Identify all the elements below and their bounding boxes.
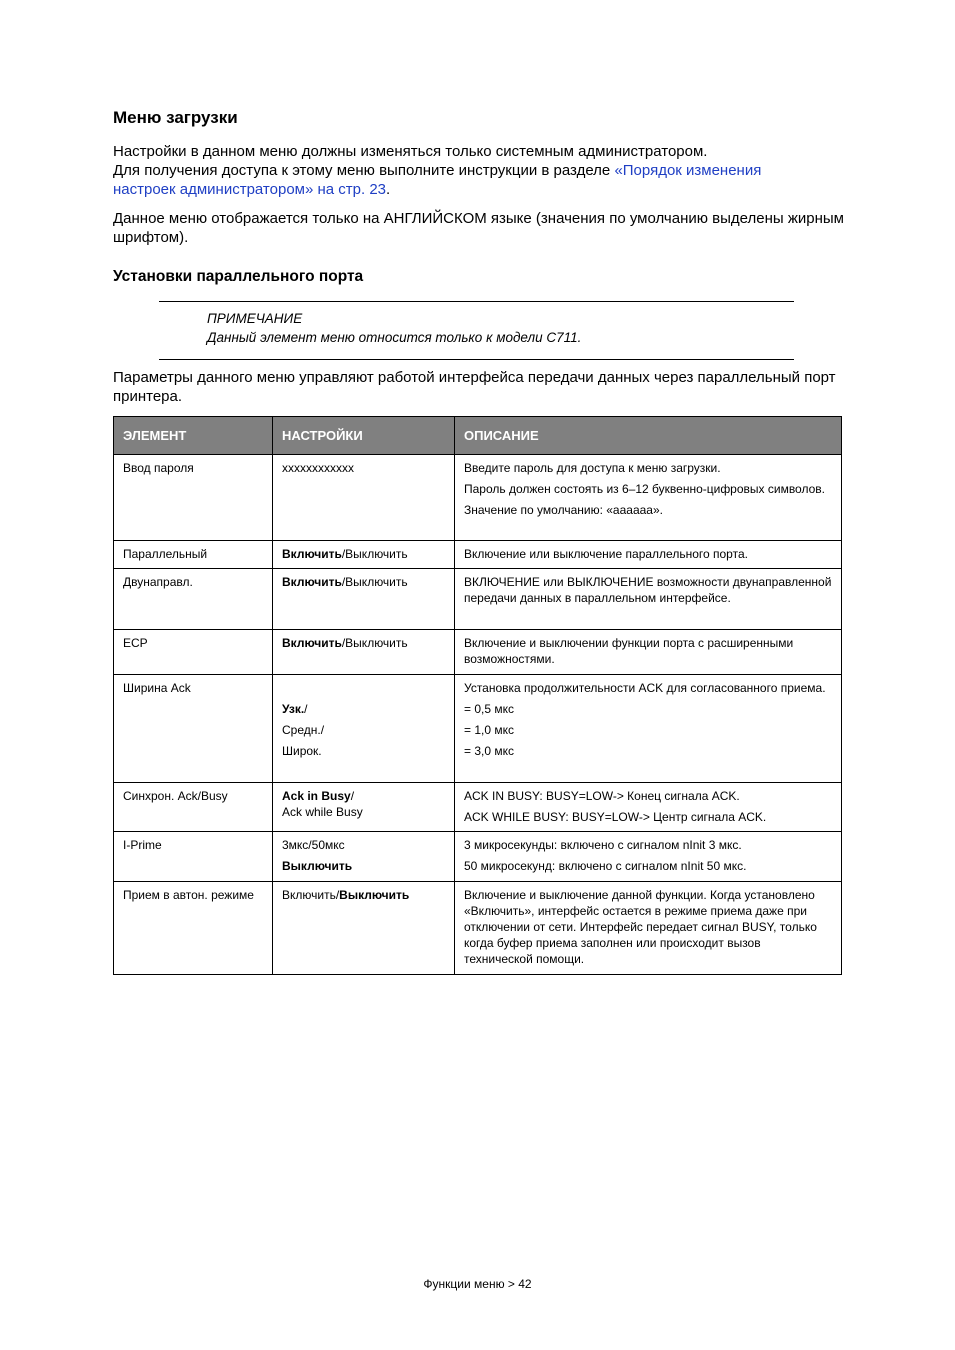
admin-settings-link-part-1[interactable]: «Порядок изменения <box>614 162 762 179</box>
settings-option: Широк. <box>282 744 322 758</box>
description-line: Пароль должен состоять из 6–12 буквенно-цифровых символов. <box>464 482 825 496</box>
settings-option: xxxxxxxxxxxx <box>282 461 354 475</box>
settings-option: /Выключить <box>341 547 408 561</box>
settings-option: Ack while Busy <box>282 805 363 819</box>
header-description: ОПИСАНИЕ <box>455 417 842 455</box>
cell-description <box>455 783 842 832</box>
intro-paragraph <box>113 142 853 199</box>
cell-description <box>455 882 842 975</box>
cell-item: I-Prime <box>114 832 273 882</box>
settings-line <box>282 460 445 476</box>
description-line: = 3,0 мкс <box>464 744 514 758</box>
settings-option: / <box>350 789 355 803</box>
settings-line <box>282 574 445 590</box>
settings-option: /Выключить <box>341 636 408 650</box>
table-row <box>114 675 842 783</box>
settings-line <box>282 635 445 651</box>
table-row <box>114 882 842 975</box>
settings-line <box>282 858 445 874</box>
table-row <box>114 569 842 630</box>
table-row <box>114 630 842 675</box>
settings-default-option: Включить <box>282 575 342 589</box>
description-line: ACK IN BUSY: BUSY=LOW-> Конец сигнала ACK. <box>464 789 740 803</box>
cell-item: Параллельный <box>114 541 273 569</box>
settings-option: / <box>304 702 308 716</box>
cell-item: Двунаправл. <box>114 569 273 630</box>
note-label: ПРИМЕЧАНИЕ <box>207 311 303 326</box>
settings-option: /Выключить <box>341 575 408 589</box>
description-line: 3 микросекунды: включено с сигналом nInit 3 мкс. <box>464 838 742 852</box>
cell-settings <box>273 569 455 630</box>
settings-line <box>282 701 445 717</box>
settings-line <box>282 804 445 820</box>
cell-item: ECP <box>114 630 273 675</box>
header-item: ЭЛЕМЕНТ <box>114 417 273 455</box>
table-row <box>114 832 842 882</box>
cell-item: Прием в автон. режиме <box>114 882 273 975</box>
settings-default-option: Выключить <box>339 888 410 902</box>
settings-table <box>113 416 842 975</box>
header-settings: НАСТРОЙКИ <box>273 417 455 455</box>
description-line: Установка продолжительности ACK для согласованного приема. <box>464 681 826 695</box>
settings-line <box>282 837 445 853</box>
description-line: Введите пароль для доступа к меню загрузки. <box>464 461 721 475</box>
description-line: Включение и выключение данной функции. Когда установлено «Включить», интерфейс остается в режиме приема даже при отключении от сети. Интерфейс передает сигнал BUSY, только когда буфер приема заполнен или происходит вызов технической помощи. <box>464 888 817 966</box>
cell-settings <box>273 675 455 783</box>
settings-default-option: Ack in Busy <box>282 789 351 803</box>
settings-default-option: Включить <box>282 636 342 650</box>
cell-description <box>455 675 842 783</box>
description-line: Значение по умолчанию: «aaaaaa». <box>464 503 663 517</box>
page-footer: Функции меню > 42 <box>423 1277 532 1291</box>
description-line: = 1,0 мкс <box>464 723 514 737</box>
cell-item: Ввод пароля <box>114 455 273 541</box>
settings-line <box>282 743 445 759</box>
table-row <box>114 541 842 569</box>
cell-settings <box>273 630 455 675</box>
description-line: Включение и выключении функции порта с расширенными возможностями. <box>464 636 794 666</box>
settings-default-option: Выключить <box>282 859 353 873</box>
page-heading: Меню загрузки <box>113 108 238 127</box>
settings-option: 3мкс/50мкс <box>282 838 345 852</box>
settings-line <box>282 722 445 738</box>
params-paragraph: Параметры данного меню управляют работой интерфейса передачи данных через параллельный порт принтера. <box>113 369 836 405</box>
cell-settings <box>273 882 455 975</box>
description-line: ACK WHILE BUSY: BUSY=LOW-> Центр сигнала ACK. <box>464 810 767 824</box>
settings-line <box>282 546 445 562</box>
cell-description <box>455 630 842 675</box>
note-bottom-rule <box>159 359 794 360</box>
settings-default-option: Включить <box>282 547 342 561</box>
intro-end: . <box>386 181 391 198</box>
settings-line <box>282 788 445 804</box>
note-block <box>207 309 581 347</box>
description-line: 50 микросекунд: включено с сигналом nInit 50 мкс. <box>464 859 747 873</box>
table-body <box>114 455 842 975</box>
cell-item: Синхрон. Ack/Busy <box>114 783 273 832</box>
description-line: Включение или выключение параллельного порта. <box>464 547 748 561</box>
note-text: Данный элемент меню относится только к модели C711. <box>207 330 582 345</box>
cell-settings <box>273 541 455 569</box>
intro-line-2: Для получения доступа к этому меню выполните инструкции в разделе <box>113 162 615 179</box>
cell-settings <box>273 783 455 832</box>
cell-description <box>455 832 842 882</box>
table-header-row <box>114 417 842 455</box>
table-row <box>114 455 842 541</box>
cell-description <box>455 541 842 569</box>
note-top-rule <box>159 301 794 302</box>
english-note-paragraph: Данное меню отображается только на АНГЛИЙСКОМ языке (значения по умолчанию выделены жирным шрифтом). <box>113 210 844 246</box>
cell-description <box>455 569 842 630</box>
settings-default-option: Узк. <box>282 702 305 716</box>
cell-settings <box>273 455 455 541</box>
settings-option: Включить/ <box>282 888 340 902</box>
admin-settings-link-part-2[interactable]: настроек администратором» на стр. 23 <box>113 181 387 198</box>
section-heading: Установки параллельного порта <box>113 268 364 285</box>
table-row <box>114 783 842 832</box>
intro-line-1: Настройки в данном меню должны изменяться только системным администратором. <box>113 143 708 160</box>
cell-description <box>455 455 842 541</box>
settings-line <box>282 887 445 903</box>
cell-settings <box>273 832 455 882</box>
settings-option: Средн./ <box>282 723 325 737</box>
description-line: = 0,5 мкс <box>464 702 514 716</box>
cell-item: Ширина Ack <box>114 675 273 783</box>
description-line: ВКЛЮЧЕНИЕ или ВЫКЛЮЧЕНИЕ возможности двунаправленной передачи данных в параллельном интерфейсе. <box>464 575 832 605</box>
